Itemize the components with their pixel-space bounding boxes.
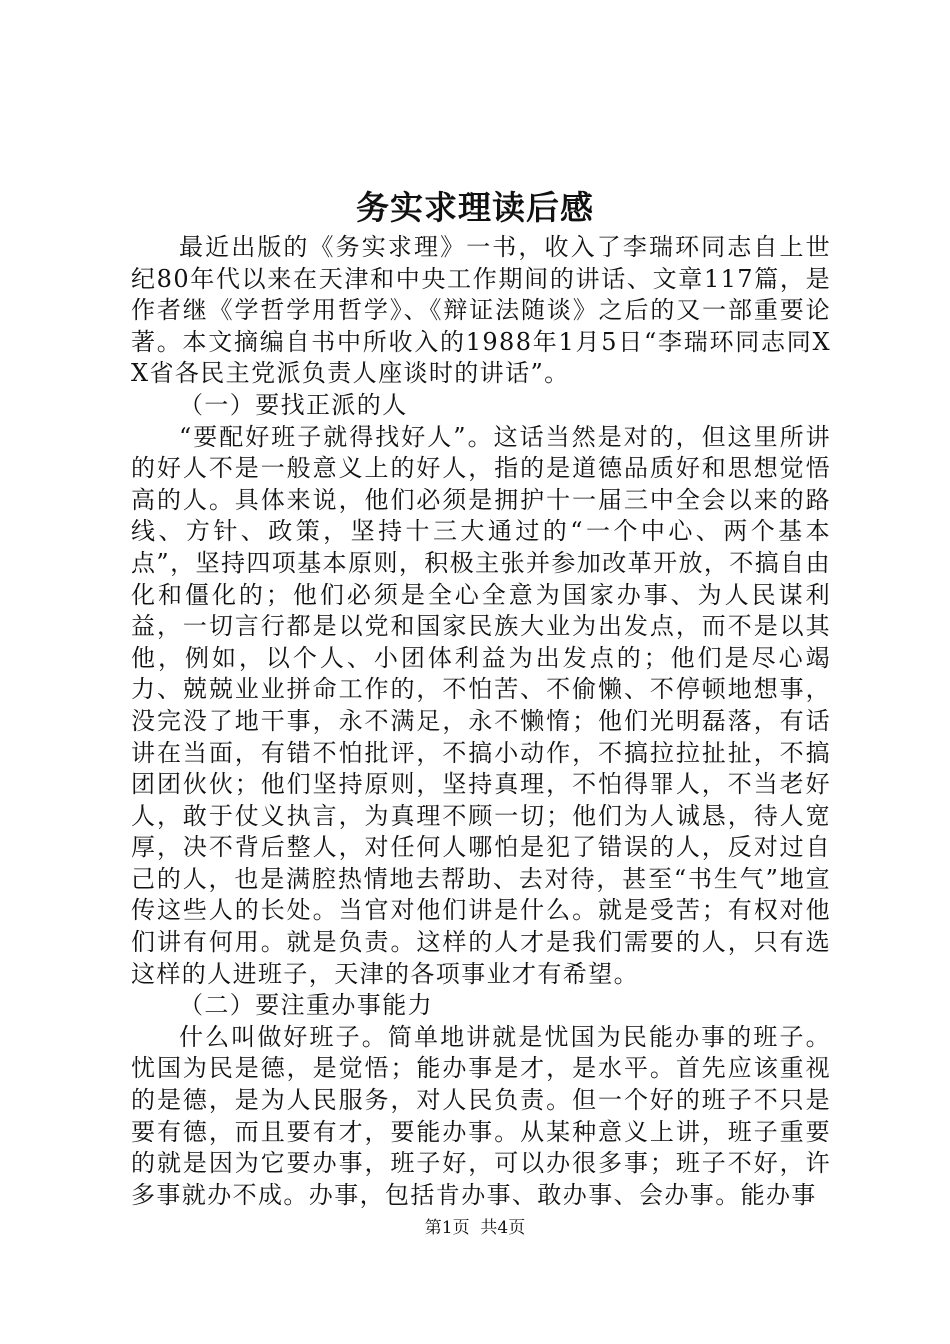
page-number-footer: 第1页 共4页 [424, 1218, 526, 1238]
document-body [131, 232, 831, 1211]
section-heading-1: （一）要找正派的人 [179, 390, 408, 419]
paragraph-section-2: 什么叫做好班子。简单地讲就是忧国为民能办事的班子。忧国为民是德，是觉悟；能办事是才，是水平。首先应该重视的是德，是为人民服务，对人民负责。但一个好的班子不只是要有德，而且要有才，要能办事。从某种意义上讲，班子重要的就是因为它要办事，班子好，可以办很多事；班子不好，许多事就办不成。办事，包括肯办事、敢办事、会办事。能办事 [131, 1022, 831, 1209]
document-title: 务实求理读后感 [356, 188, 594, 227]
paragraph-intro: 最近出版的《务实求理》一书，收入了李瑞环同志自上世纪80年代以来在天津和中央工作期间的讲话、文章117篇，是作者继《学哲学用哲学》、《辩证法随谈》之后的又一部重要论著。本文摘编自书中所收入的1988年1月5日“李瑞环同志同XX省各民主党派负责人座谈时的讲话”。 [131, 233, 831, 388]
section-heading-2: （二）要注重办事能力 [179, 991, 433, 1020]
paragraph-section-1: “要配好班子就得找好人”。这话当然是对的，但这里所讲的好人不是一般意义上的好人，指的是道德品质好和思想觉悟高的人。具体来说，他们必须是拥护十一届三中全会以来的路线、方针、政策，坚持十三大通过的“一个中心、两个基本点”，坚持四项基本原则，积极主张并参加改革开放，不搞自由化和僵化的；他们必须是全心全意为国家办事、为人民谋利益，一切言行都是以党和国家民族大业为出发点，而不是以其他，例如，以个人、小团体利益为出发点的；他们是尽心竭力、兢兢业业拼命工作的，不怕苦、不偷懒、不停顿地想事，没完没了地干事，永不满足，永不懒惰；他们光明磊落，有话讲在当面，有错不怕批评，不搞小动作，不搞拉拉扯扯，不搞团团伙伙；他们坚持原则，坚持真理，不怕得罪人，不当老好人，敢于仗义执言，为真理不顾一切；他们为人诚恳，待人宽厚，决不背后整人，对任何人哪怕是犯了错误的人，反对过自己的人，也是满腔热情地去帮助、去对待，甚至“书生气”地宣传这些人的长处。当官对他们讲是什么。就是受苦；有权对他们讲有何用。就是负责。这样的人才是我们需要的人，只有选这样的人进班子，天津的各项事业才有希望。 [131, 422, 831, 988]
